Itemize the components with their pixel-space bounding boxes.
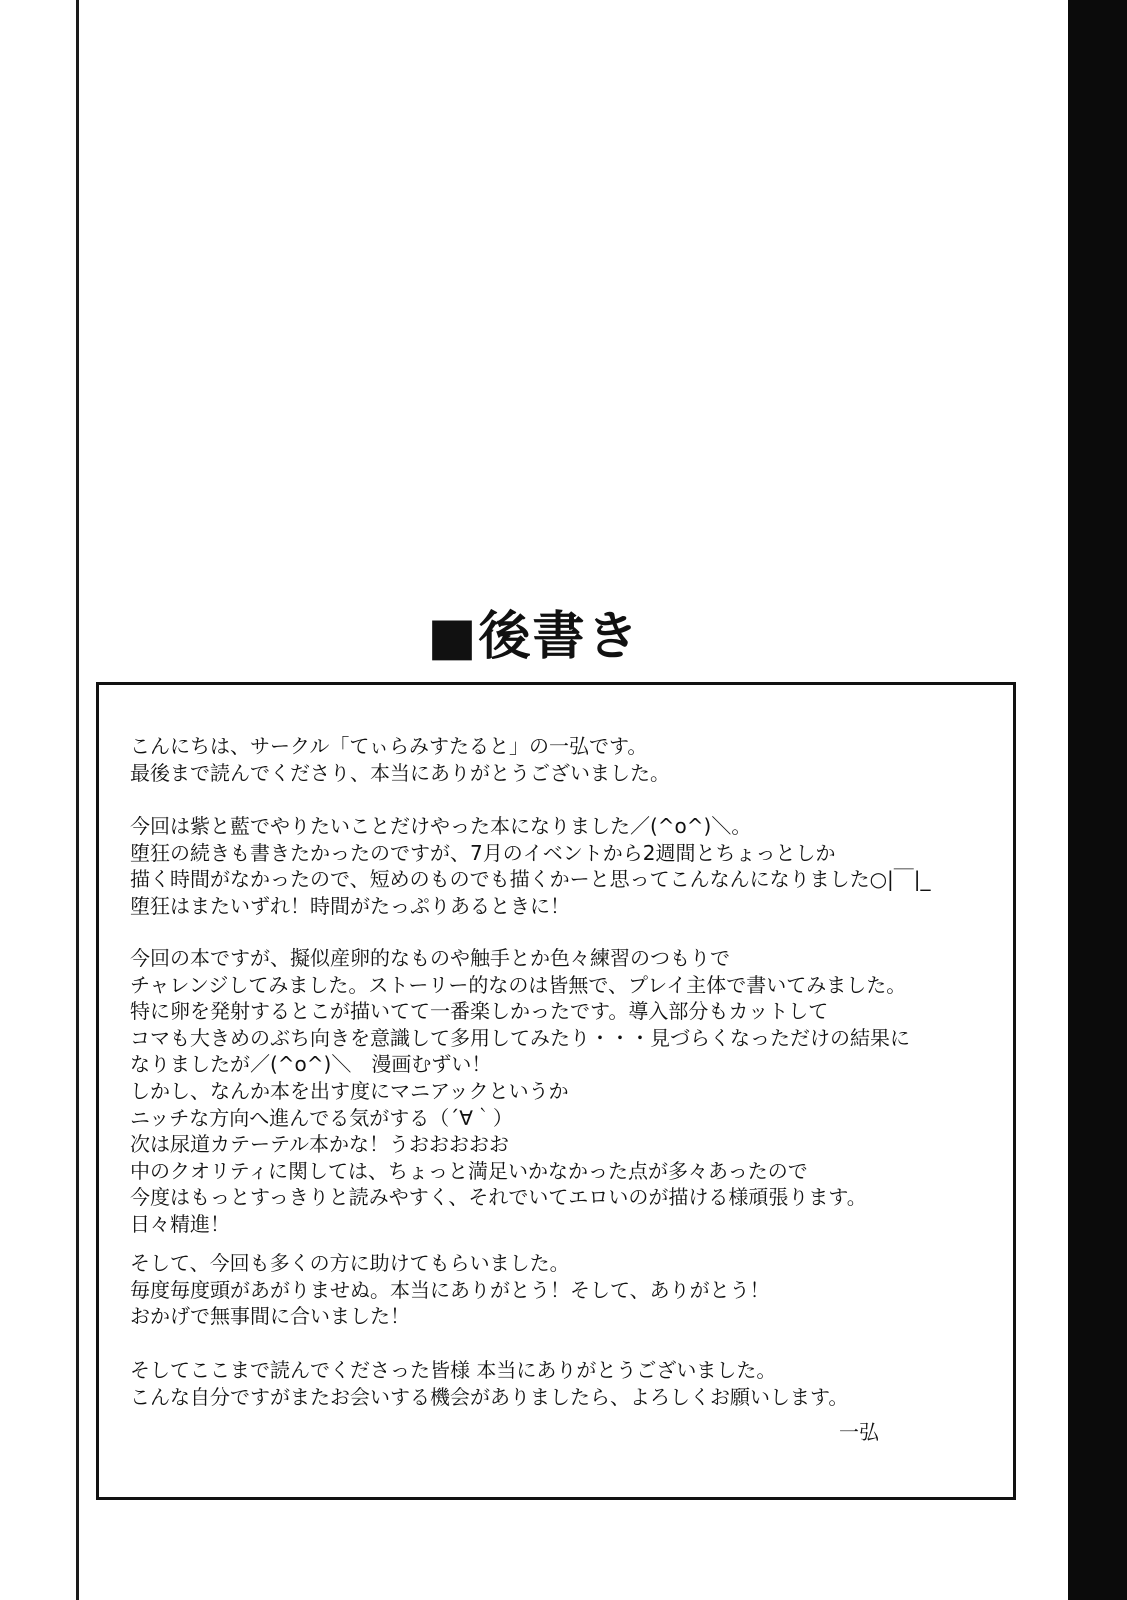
text-line: 描く時間がなかったので、短めのものでも描くかーと思ってこんなんになりました○|￣|_ [130, 867, 931, 892]
text-line: 次は尿道カテーテル本かな！うおおおおお [130, 1132, 509, 1157]
paragraph-about-book [130, 813, 990, 919]
paragraph-thanks-helpers [130, 1250, 990, 1330]
text-line: 今回は紫と藍でやりたいことだけやった本になりました／(^o^)＼。 [130, 814, 752, 838]
text-line: 今回の本ですが、擬似産卵的なものや触手とか色々練習のつもりで [130, 946, 730, 970]
text-line: なりましたが／(^o^)＼ 漫画むずい！ [130, 1052, 492, 1077]
afterword-box [96, 682, 1016, 1500]
author-signature: 一弘 [839, 1420, 879, 1444]
text-line: しかし、なんか本を出す度にマニアックというか [130, 1078, 569, 1103]
text-line: おかげで無事間に合いました！ [130, 1304, 410, 1329]
page-edge-right [1068, 0, 1127, 1600]
text-line: チャレンジしてみました。ストーリー的なのは皆無で、プレイ主体で書いてみました。 [130, 972, 907, 997]
text-line: 今度はもっとすっきりと読みやすく、それでいてエロいのが描ける様頑張ります。 [130, 1185, 867, 1210]
text-line: 毎度毎度頭があがりませぬ。本当にありがとう！そして、ありがとう！ [130, 1277, 770, 1302]
text-line: こんな自分ですがまたお会いする機会がありましたら、よろしくお願いします。 [130, 1384, 849, 1409]
text-line: 堕狂はまたいずれ！時間がたっぷりあるときに！ [130, 893, 570, 918]
text-line: 堕狂の続きも書きたかったのですが、7月のイベントから2週間とちょっとしか [130, 840, 836, 865]
paragraph-thanks-readers [130, 1357, 990, 1410]
text-line: こんにちは、サークル「てぃらみすたると」の一弘です。 [130, 734, 648, 758]
text-line: コマも大きめのぶち向きを意識して多用してみたり・・・見づらくなっただけの結果に [130, 1025, 910, 1050]
page-edge-left [76, 0, 79, 1600]
afterword-title: ■後書き [427, 607, 641, 667]
paragraph-greeting [130, 733, 990, 786]
text-line: ニッチな方向へ進んでる気がする（´∀｀） [130, 1105, 513, 1130]
text-line: そして、今回も多くの方に助けてもらいました。 [130, 1251, 570, 1275]
text-line: 最後まで読んでくださり、本当にありがとうございました。 [130, 760, 670, 785]
text-line: 特に卵を発射するとこが描いてて一番楽しかったです。導入部分もカットして [130, 999, 829, 1024]
text-line: そしてここまで読んでくださった皆様 本当にありがとうございました。 [130, 1358, 777, 1382]
text-line: 中のクオリティに関しては、ちょっと満足いかなかった点が多々あったので [130, 1158, 808, 1183]
text-line: 日々精進！ [130, 1211, 230, 1236]
paragraph-content [130, 945, 990, 1238]
